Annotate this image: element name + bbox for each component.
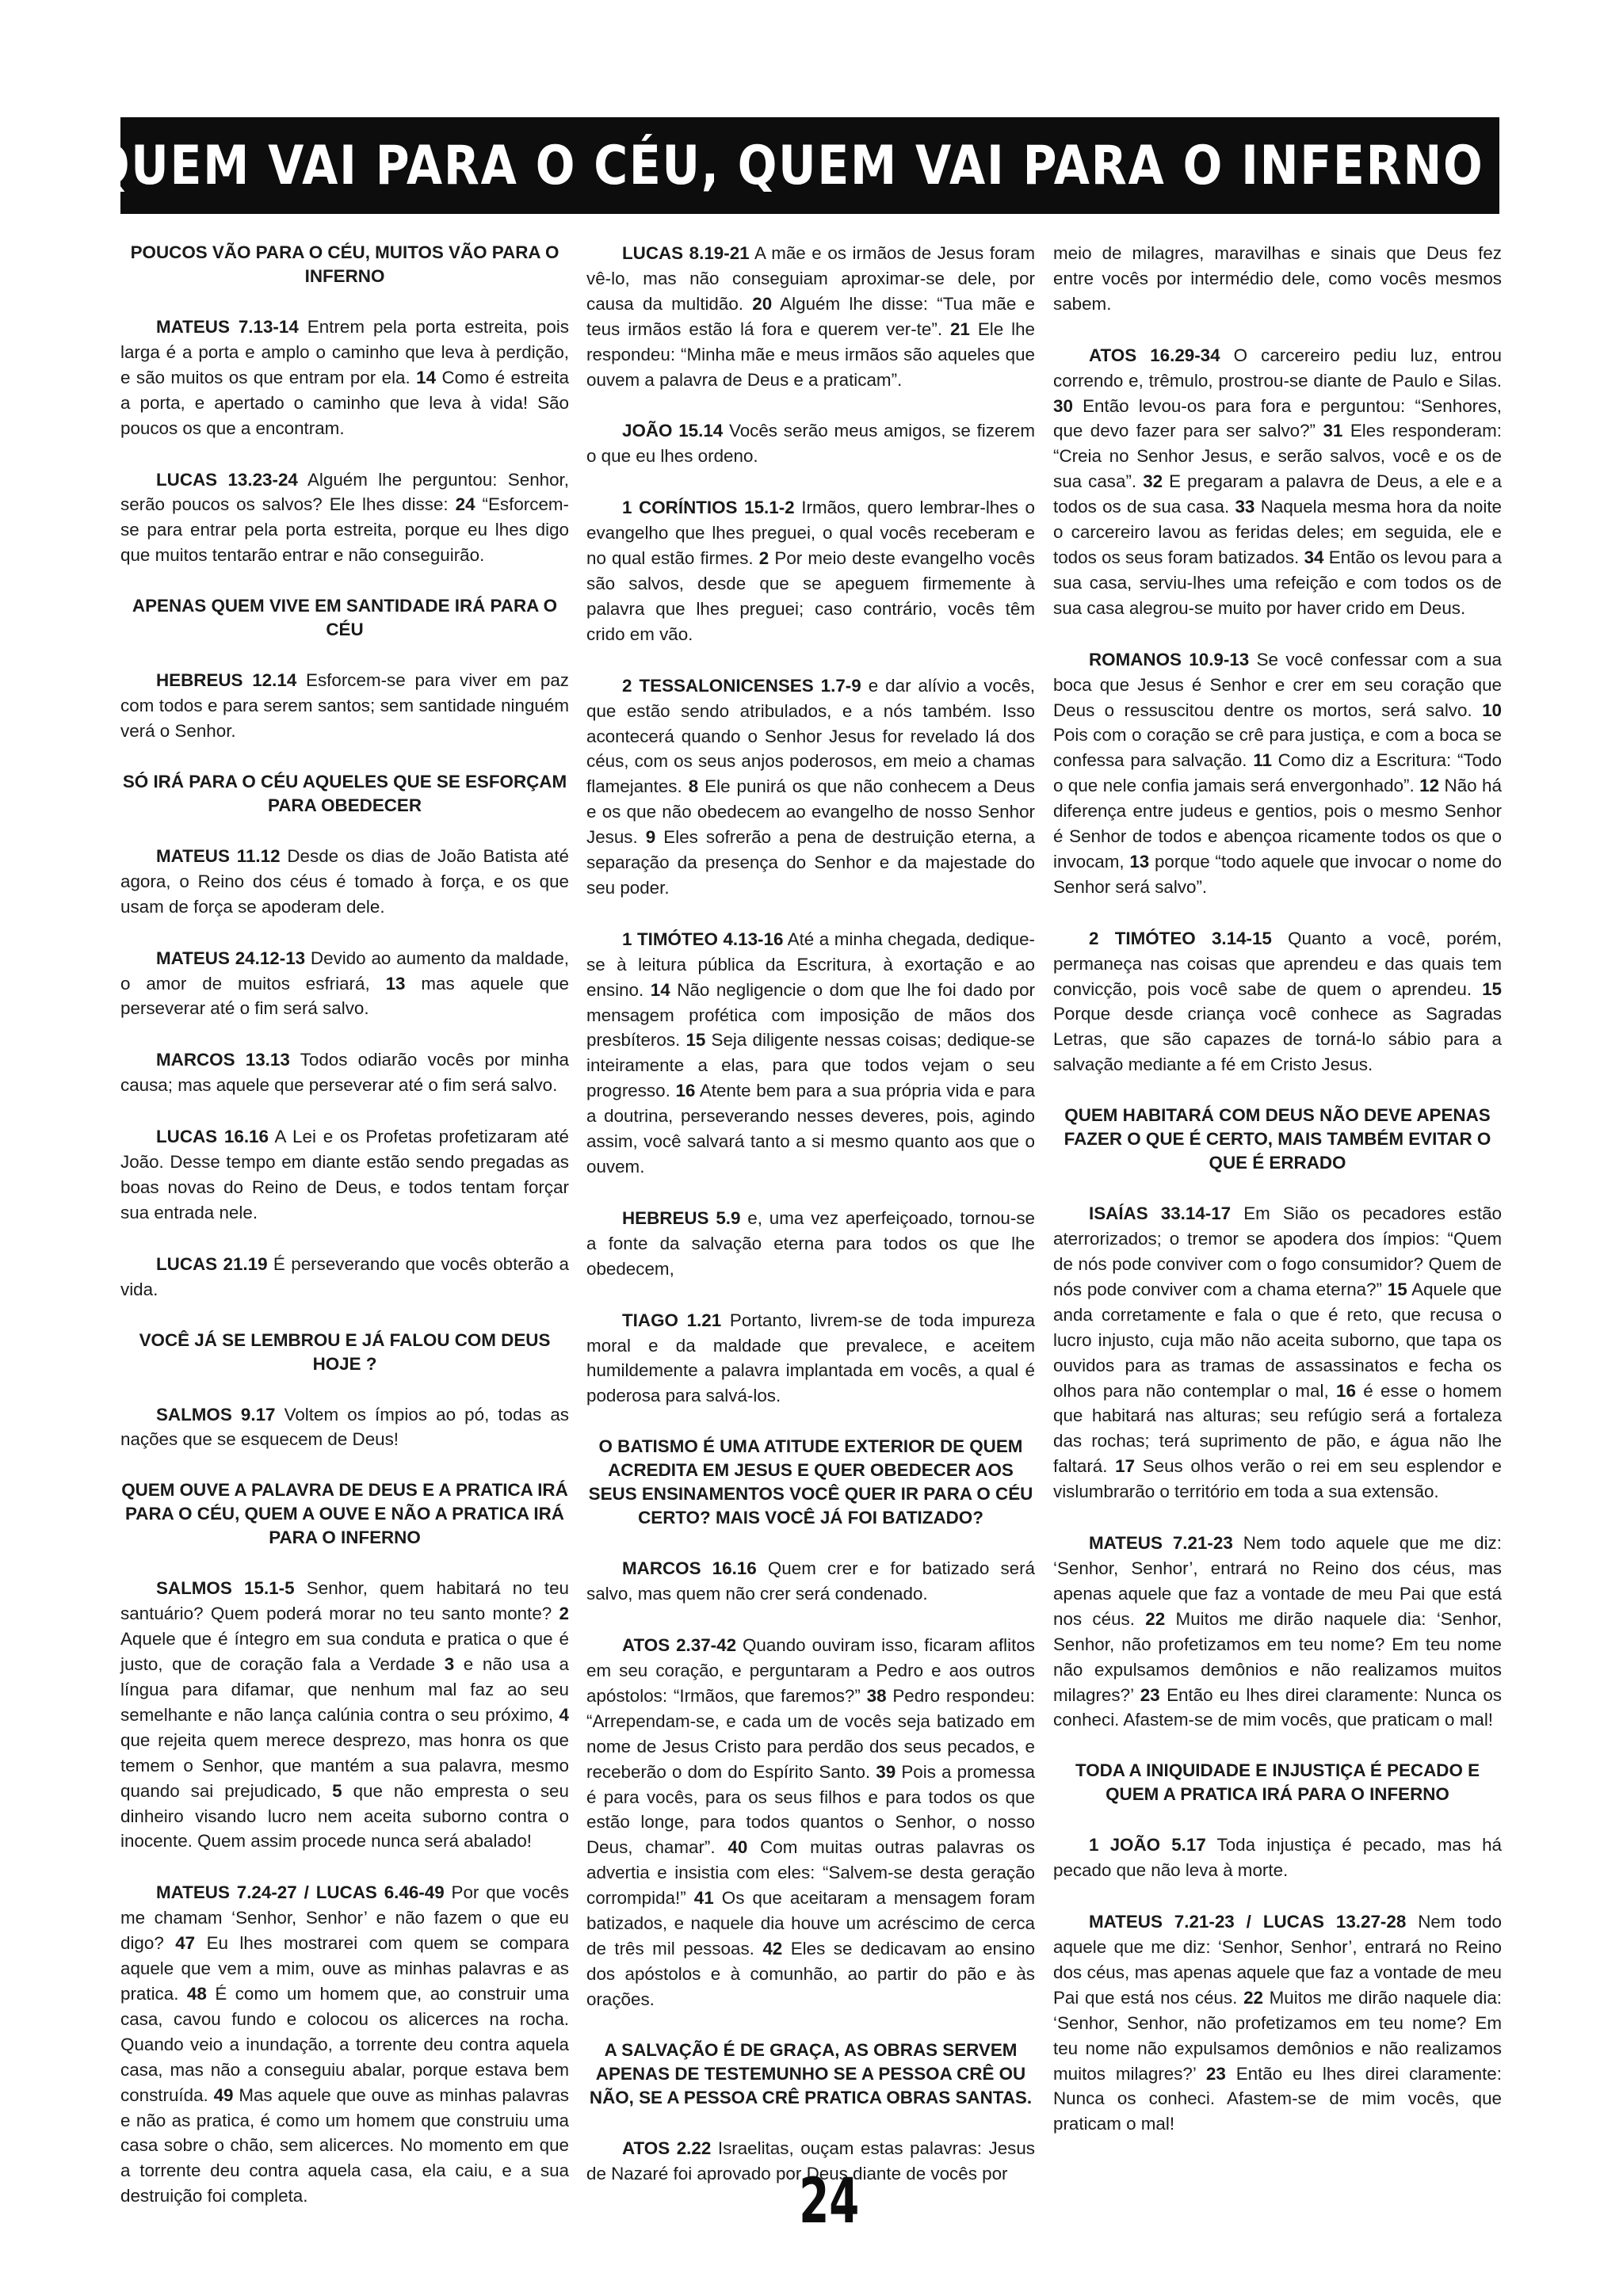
scripture-reference: MATEUS 24.12-13 xyxy=(156,948,306,968)
verse-text: Vocês serão meus amigos, se fizerem o que eu lhes ordeno. xyxy=(586,421,1035,467)
verse-text: Devido ao aumento da maldade, o amor de muitos esfriará, 13 mas aquele que perseverar até o fim será salvo. xyxy=(120,948,570,1019)
scripture-paragraph xyxy=(586,495,1035,646)
scripture-reference: HEBREUS 5.9 xyxy=(622,1207,741,1228)
scripture-paragraph xyxy=(586,241,1035,392)
section-heading: O BATISMO É UMA ATITUDE EXTERIOR DE QUEM ACREDITA EM JESUS E QUER OBEDECER AOS SEUS ENSINAMENTOS VOCÊ QUER IR PARA O CÉU CERTO? MAIS VOCÊ JÁ FOI BATIZADO? xyxy=(588,1436,1033,1528)
verse-text: A mãe e os irmãos de Jesus foram vê-lo, mas não conseguiam aproximar-se dele, por causa da multidão. 20 Alguém lhe disse: “Tua mãe e teus irmãos estão lá fora e querem ver-te”. 21 Ele lhe respondeu: “Minha mãe e meus irmãos são aqueles que ouvem a palavra de Deus e a praticam”. xyxy=(586,243,1035,390)
scripture-paragraph xyxy=(120,844,569,920)
section-heading: APENAS QUEM VIVE EM SANTIDADE IRÁ PARA O CÉU xyxy=(132,596,558,640)
scripture-paragraph xyxy=(586,1206,1035,1282)
scripture-paragraph xyxy=(120,668,569,744)
section-heading: TODA A INIQUIDADE E INJUSTIÇA É PECADO E QUEM A PRATICA IRÁ PARA O INFERNO xyxy=(1075,1760,1480,1805)
verse-text: Todos odiarão vocês por minha causa; mas aquele que perseverar até o fim será salvo. xyxy=(120,1050,569,1096)
scripture-reference: MATEUS 7.21-23 xyxy=(1089,1533,1233,1554)
section-heading: QUEM OUVE A PALAVRA DE DEUS E A PRATICA IRÁ PARA O CÉU, QUEM A OUVE E NÃO A PRATICA IRÁ PARA O INFERNO xyxy=(121,1480,568,1548)
scripture-paragraph xyxy=(120,467,569,569)
verse-text: Quem crer e for batizado será salvo, mas quem não crer será condenado. xyxy=(586,1558,1036,1604)
text-column-3 xyxy=(1053,241,1502,2163)
section-heading: A SALVAÇÃO É DE GRAÇA, AS OBRAS SERVEM APENAS DE TESTEMUNHO SE A PESSOA CRÊ OU NÃO, SE A PESSOA CRÊ PRATICA OBRAS SANTAS. xyxy=(589,2039,1033,2107)
verse-text: meio de milagres, maravilhas e sinais que Deus fez entre vocês por intermédio dele, como vocês mesmos sabem. xyxy=(1053,243,1502,314)
text-column-1 xyxy=(120,241,569,2235)
verse-text: Irmãos, quero lembrar-lhes o evangelho que lhes preguei, o qual vocês receberam e no qual estão firmes. 2 Por meio deste evangelho vocês são salvos, desde que se apeguem firmemente à palavra que lhes preguei; caso contrário, vocês têm crido em vão. xyxy=(586,498,1035,644)
verse-text: e, uma vez aperfeiçoado, tornou-se a fonte da salvação eterna para todos os que lhe obedecem, xyxy=(586,1207,1035,1279)
scripture-reference: TIAGO 1.21 xyxy=(622,1310,722,1330)
scripture-reference: 2 TESSALONICENSES 1.7-9 xyxy=(622,675,861,696)
scripture-paragraph xyxy=(586,927,1035,1180)
scripture-paragraph xyxy=(1053,647,1502,900)
scripture-reference: ISAÍAS 33.14-17 xyxy=(1089,1203,1232,1224)
scripture-paragraph xyxy=(1053,1909,1502,2137)
scripture-paragraph xyxy=(586,1633,1035,2012)
scripture-reference: LUCAS 13.23-24 xyxy=(156,469,298,490)
scripture-reference: MATEUS 7.24-27 / LUCAS 6.46-49 xyxy=(156,1882,445,1903)
scripture-paragraph xyxy=(1053,1201,1502,1505)
verse-text: Nem todo aquele que me diz: ‘Senhor, Senhor’, entrará no Reino dos céus, mas apenas aquele que faz a vontade de meu Pai que está nos céus. 22 Muitos me dirão naquele dia: ‘Senhor, Senhor, não profetizamos em teu nome? Em teu nome não expulsamos demônios e não realizamos muitos milagres?’ 23 Então eu lhes direi claramente: Nunca os conheci. Afastem-se de mim vocês, que praticam o mal! xyxy=(1053,1533,1502,1730)
verse-text: Desde os dias de João Batista até agora, o Reino dos céus é tomado à força, e os que usam de força se apoderam dele. xyxy=(120,845,569,917)
scripture-reference: 1 TIMÓTEO 4.13-16 xyxy=(622,929,784,949)
scripture-reference: 2 TIMÓTEO 3.14-15 xyxy=(1089,928,1272,948)
scripture-reference: SALMOS 15.1-5 xyxy=(156,1578,295,1599)
verse-text: O carcereiro pediu luz, entrou correndo e, trêmulo, prostrou-se diante de Paulo e Silas. 30 Então levou-os para fora e perguntou: “Senhores, que devo fazer para ser salvo?” 31 Eles responderam: “Creia no Senhor Jesus, e serão salvos, você e os de sua casa”. 32 E pregaram a palavra de Deus, a ele e a todos os de sua casa. 33 Naquela mesma hora da noite o carcereiro lavou as feridas deles; em seguida, ele e todos os seus foram batizados. 34 Então os levou para a sua casa, serviu-lhes uma refeição e com todos os de sua casa alegrou-se muito por haver crido em Deus. xyxy=(1053,345,1503,618)
verse-text: Esforcem-se para viver em paz com todos e para serem santos; sem santidade ninguém verá o Senhor. xyxy=(120,670,569,741)
scripture-paragraph xyxy=(120,1880,569,2209)
verse-text: Israelitas, ouçam estas palavras: Jesus de Nazaré foi aprovado por Deus diante de vocês por xyxy=(586,2138,1035,2183)
scripture-paragraph xyxy=(120,946,569,1022)
verse-text: Entrem pela porta estreita, pois larga é a porta e amplo o caminho que leva à perdição, e são muitos os que entram por ela. 14 Como é estreita a porta, e apertado o caminho que leva à vida! São poucos os que a encontram. xyxy=(120,317,569,438)
scripture-paragraph xyxy=(1053,926,1502,1077)
verse-text: Quanto a você, porém, permaneça nas coisas que aprendeu e das quais tem convicção, pois você sabe de quem o aprendeu. 15 Porque desde criança você conhece as Sagradas Letras, que são capazes de torná-lo sábio para a salvação mediante a fé em Cristo Jesus. xyxy=(1053,928,1502,1075)
scripture-reference: ATOS 2.22 xyxy=(622,2138,712,2158)
verse-text: Portanto, livrem-se de toda impureza moral e da maldade que prevalece, e aceitem humildemente a palavra implantada em vocês, a qual é poderosa para salvá-los. xyxy=(586,1310,1035,1406)
text-column-2 xyxy=(586,241,1035,2212)
scripture-reference: JOÃO 15.14 xyxy=(622,421,724,441)
scripture-reference: LUCAS 21.19 xyxy=(156,1253,268,1274)
verse-text: Nem todo aquele que me diz: ‘Senhor, Senhor’, entrará no Reino dos céus, mas apenas aquele que faz a vontade de meu Pai que está nos céus. 22 Muitos me dirão naquele dia: ‘Senhor, Senhor, não profetizamos em teu nome? Em teu nome não expulsamos demônios e não realizamos muitos milagres?’ 23 Então eu lhes direi claramente: Nunca os conheci. Afastem-se de mim vocês, que praticam o mal! xyxy=(1053,1912,1502,2134)
scripture-reference: ATOS 16.29-34 xyxy=(1089,345,1220,365)
verse-text: A Lei e os Profetas profetizaram até João. Desse tempo em diante estão sendo pregadas as boas novas do Reino de Deus, e todos tentam forçar sua entrada nele. xyxy=(120,1127,569,1222)
verse-text: Em Sião os pecadores estão aterrorizados; o tremor se apodera dos ímpios: “Quem de nós pode conviver com o fogo consumidor? Quem de nós pode conviver com a chama eterna?” 15 Aquele que anda corretamente e fala o que é reto, que recusa o lucro injusto, cuja mão não aceita suborno, que tapa os ouvidos para as tramas de assassinatos e fecha os olhos para não contemplar o mal, 16 é esse o homem que habitará nas alturas; seu refúgio será a fortaleza das rochas; terá suprimento de pão, e água não lhe faltará. 17 Seus olhos verão o rei em seu esplendor e vislumbrarão o território em toda a sua extensão. xyxy=(1053,1203,1502,1502)
verse-text: e dar alívio a vocês, que estão sendo atribulados, e a nós também. Isso acontecerá quando o Senhor Jesus for revelado lá dos céus, com os seus anjos poderosos, em meio a chamas flamejantes. 8 Ele punirá os que não conhecem a Deus e os que não obedecem ao evangelho de nosso Senhor Jesus. 9 Eles sofrerão a pena de destruição eterna, a separação da presença do Senhor e da majestade do seu poder. xyxy=(586,675,1036,898)
scripture-reference: LUCAS 8.19-21 xyxy=(622,243,750,263)
scripture-reference: MATEUS 11.12 xyxy=(156,845,281,866)
scripture-reference: MARCOS 13.13 xyxy=(156,1050,290,1070)
scripture-paragraph xyxy=(586,1556,1035,1607)
scripture-reference: ROMANOS 10.9-13 xyxy=(1089,649,1250,669)
verse-text: Alguém lhe perguntou: Senhor, serão poucos os salvos? Ele lhes disse: 24 “Esforcem-se para entrar pela porta estreita, porque eu lhes digo que muitos tentarão entrar e não conseguirão. xyxy=(120,469,570,566)
verse-text: Por que vocês me chamam ‘Senhor, Senhor’ e não fazem o que eu digo? 47 Eu lhes mostrarei com quem se compara aquele que vem a mim, ouve as minhas palavras e as pratica. 48 É como um homem que, ao construir uma casa, cavou fundo e colocou os alicerces na rocha. Quando veio a inundação, a torrente deu contra aquela casa, mas não a conseguiu abalar, porque estava bem construída. 49 Mas aquele que ouve as minhas palavras e não as pratica, é como um homem que construiu uma casa sobre o chão, sem alicerces. No momento em que a torrente deu contra aquela casa, ela caiu, e a sua destruição foi completa. xyxy=(120,1882,570,2206)
verse-text: Toda injustiça é pecado, mas há pecado que não leva à morte. xyxy=(1053,1835,1503,1881)
scripture-reference: 1 CORÍNTIOS 15.1-2 xyxy=(622,498,795,518)
verse-text: Se você confessar com a sua boca que Jesus é Senhor e crer em seu coração que Deus o ressuscitou dentre os mortos, será salvo. 10 Pois com o coração se crê para justiça, e com a boca se confessa para salvação. 11 Como diz a Escritura: “Todo o que nele confia jamais será envergonhado”. 12 Não há diferença entre judeus e gentios, pois o mesmo Senhor é Senhor de todos e abençoa ricamente todos os que o invocam, 13 porque “todo aquele que invocar o nome do Senhor será salvo”. xyxy=(1053,649,1502,897)
scripture-paragraph xyxy=(1053,1531,1502,1733)
scripture-paragraph xyxy=(586,673,1035,901)
verse-text: Até a minha chegada, dedique-se à leitura pública da Escritura, à exortação e ao ensino. 14 Não negligencie o dom que lhe foi dado por mensagem profética com imposição de mãos dos presbíteros. 15 Seja diligente nessas coisas; dedique-se inteiramente a elas, para que todos vejam o seu progresso. 16 Atente bem para a sua própria vida e para a doutrina, perseverando nesses deveres, pois, agindo assim, você salvará tanto a si mesmo quanto aos que o ouvem. xyxy=(586,929,1035,1177)
scripture-paragraph xyxy=(120,315,569,441)
scripture-reference: LUCAS 16.16 xyxy=(156,1127,269,1147)
verse-text: É perseverando que vocês obterão a vida. xyxy=(120,1253,569,1299)
scripture-reference: 1 JOÃO 5.17 xyxy=(1089,1835,1206,1855)
scripture-reference: ATOS 2.37-42 xyxy=(622,1635,737,1656)
page-title: QUEM VAI PARA O CÉU, QUEM VAI PARA O INFERNO ? xyxy=(90,134,1530,197)
scripture-paragraph xyxy=(120,1124,569,1226)
scripture-reference: MARCOS 16.16 xyxy=(622,1558,757,1579)
scripture-paragraph xyxy=(1053,241,1502,317)
scripture-paragraph xyxy=(120,1576,569,1854)
scripture-paragraph xyxy=(586,418,1035,469)
verse-text: Voltem os ímpios ao pó, todas as nações que se esquecem de Deus! xyxy=(120,1404,569,1450)
verse-text: Senhor, quem habitará no teu santuário? Quem poderá morar no teu santo monte? 2 Aquele que é íntegro em sua conduta e pratica o que é justo, que de coração fala a Verdade 3 e não usa a língua para difamar, que nenhum mal faz ao seu semelhante e não lança calúnia contra o seu próximo, 4 que rejeita quem merece desprezo, mas honra os que temem o Senhor, que mantém a sua palavra, mesmo quando sai prejudicado, 5 que não empresta o seu dinheiro visando lucro nem aceita suborno contra o inocente. Quem assim procede nunca será abalado! xyxy=(120,1578,570,1852)
page-number: 24 xyxy=(799,2166,860,2237)
section-heading: VOCÊ JÁ SE LEMBROU E JÁ FALOU COM DEUS HOJE ? xyxy=(139,1329,551,1374)
scripture-paragraph xyxy=(1053,1833,1502,1883)
section-heading: QUEM HABITARÁ COM DEUS NÃO DEVE APENAS FAZER O QUE É CERTO, MAIS TAMBÉM EVITAR O QUE É ERRADO xyxy=(1064,1105,1491,1173)
scripture-reference: HEBREUS 12.14 xyxy=(156,670,297,691)
scripture-reference: MATEUS 7.13-14 xyxy=(156,317,299,337)
scripture-paragraph xyxy=(120,1252,569,1302)
scripture-paragraph xyxy=(120,1047,569,1098)
section-heading: POUCOS VÃO PARA O CÉU, MUITOS VÃO PARA O INFERNO xyxy=(130,242,559,286)
scripture-paragraph xyxy=(1053,343,1502,621)
section-heading: SÓ IRÁ PARA O CÉU AQUELES QUE SE ESFORÇAM PARA OBEDECER xyxy=(122,771,567,815)
scripture-paragraph xyxy=(586,1308,1035,1409)
title-banner xyxy=(90,117,1530,214)
scripture-reference: MATEUS 7.21-23 / LUCAS 13.27-28 xyxy=(1089,1912,1407,1932)
scripture-reference: SALMOS 9.17 xyxy=(156,1404,276,1425)
verse-text: Quando ouviram isso, ficaram aflitos em seu coração, e perguntaram a Pedro e aos outros apóstolos: “Irmãos, que faremos?” 38 Pedro respondeu: “Arrependam-se, e cada um de vocês seja batizado em nome de Jesus Cristo para perdão dos seus pecados, e receberão o dom do Espírito Santo. 39 Pois a promessa é para vocês, para os seus filhos e para todos os que estão longe, para todos quantos o Senhor, o nosso Deus, chamar”. 40 Com muitas outras palavras os advertia e insistia com eles: “Salvem-se desta geração corrompida!” 41 Os que aceitaram a mensagem foram batizados, e naquele dia houve um acréscimo de cerca de três mil pessoas. 42 Eles se dedicavam ao ensino dos apóstolos e à comunhão, ao partir do pão e às orações. xyxy=(586,1635,1035,2009)
scripture-paragraph xyxy=(120,1402,569,1453)
